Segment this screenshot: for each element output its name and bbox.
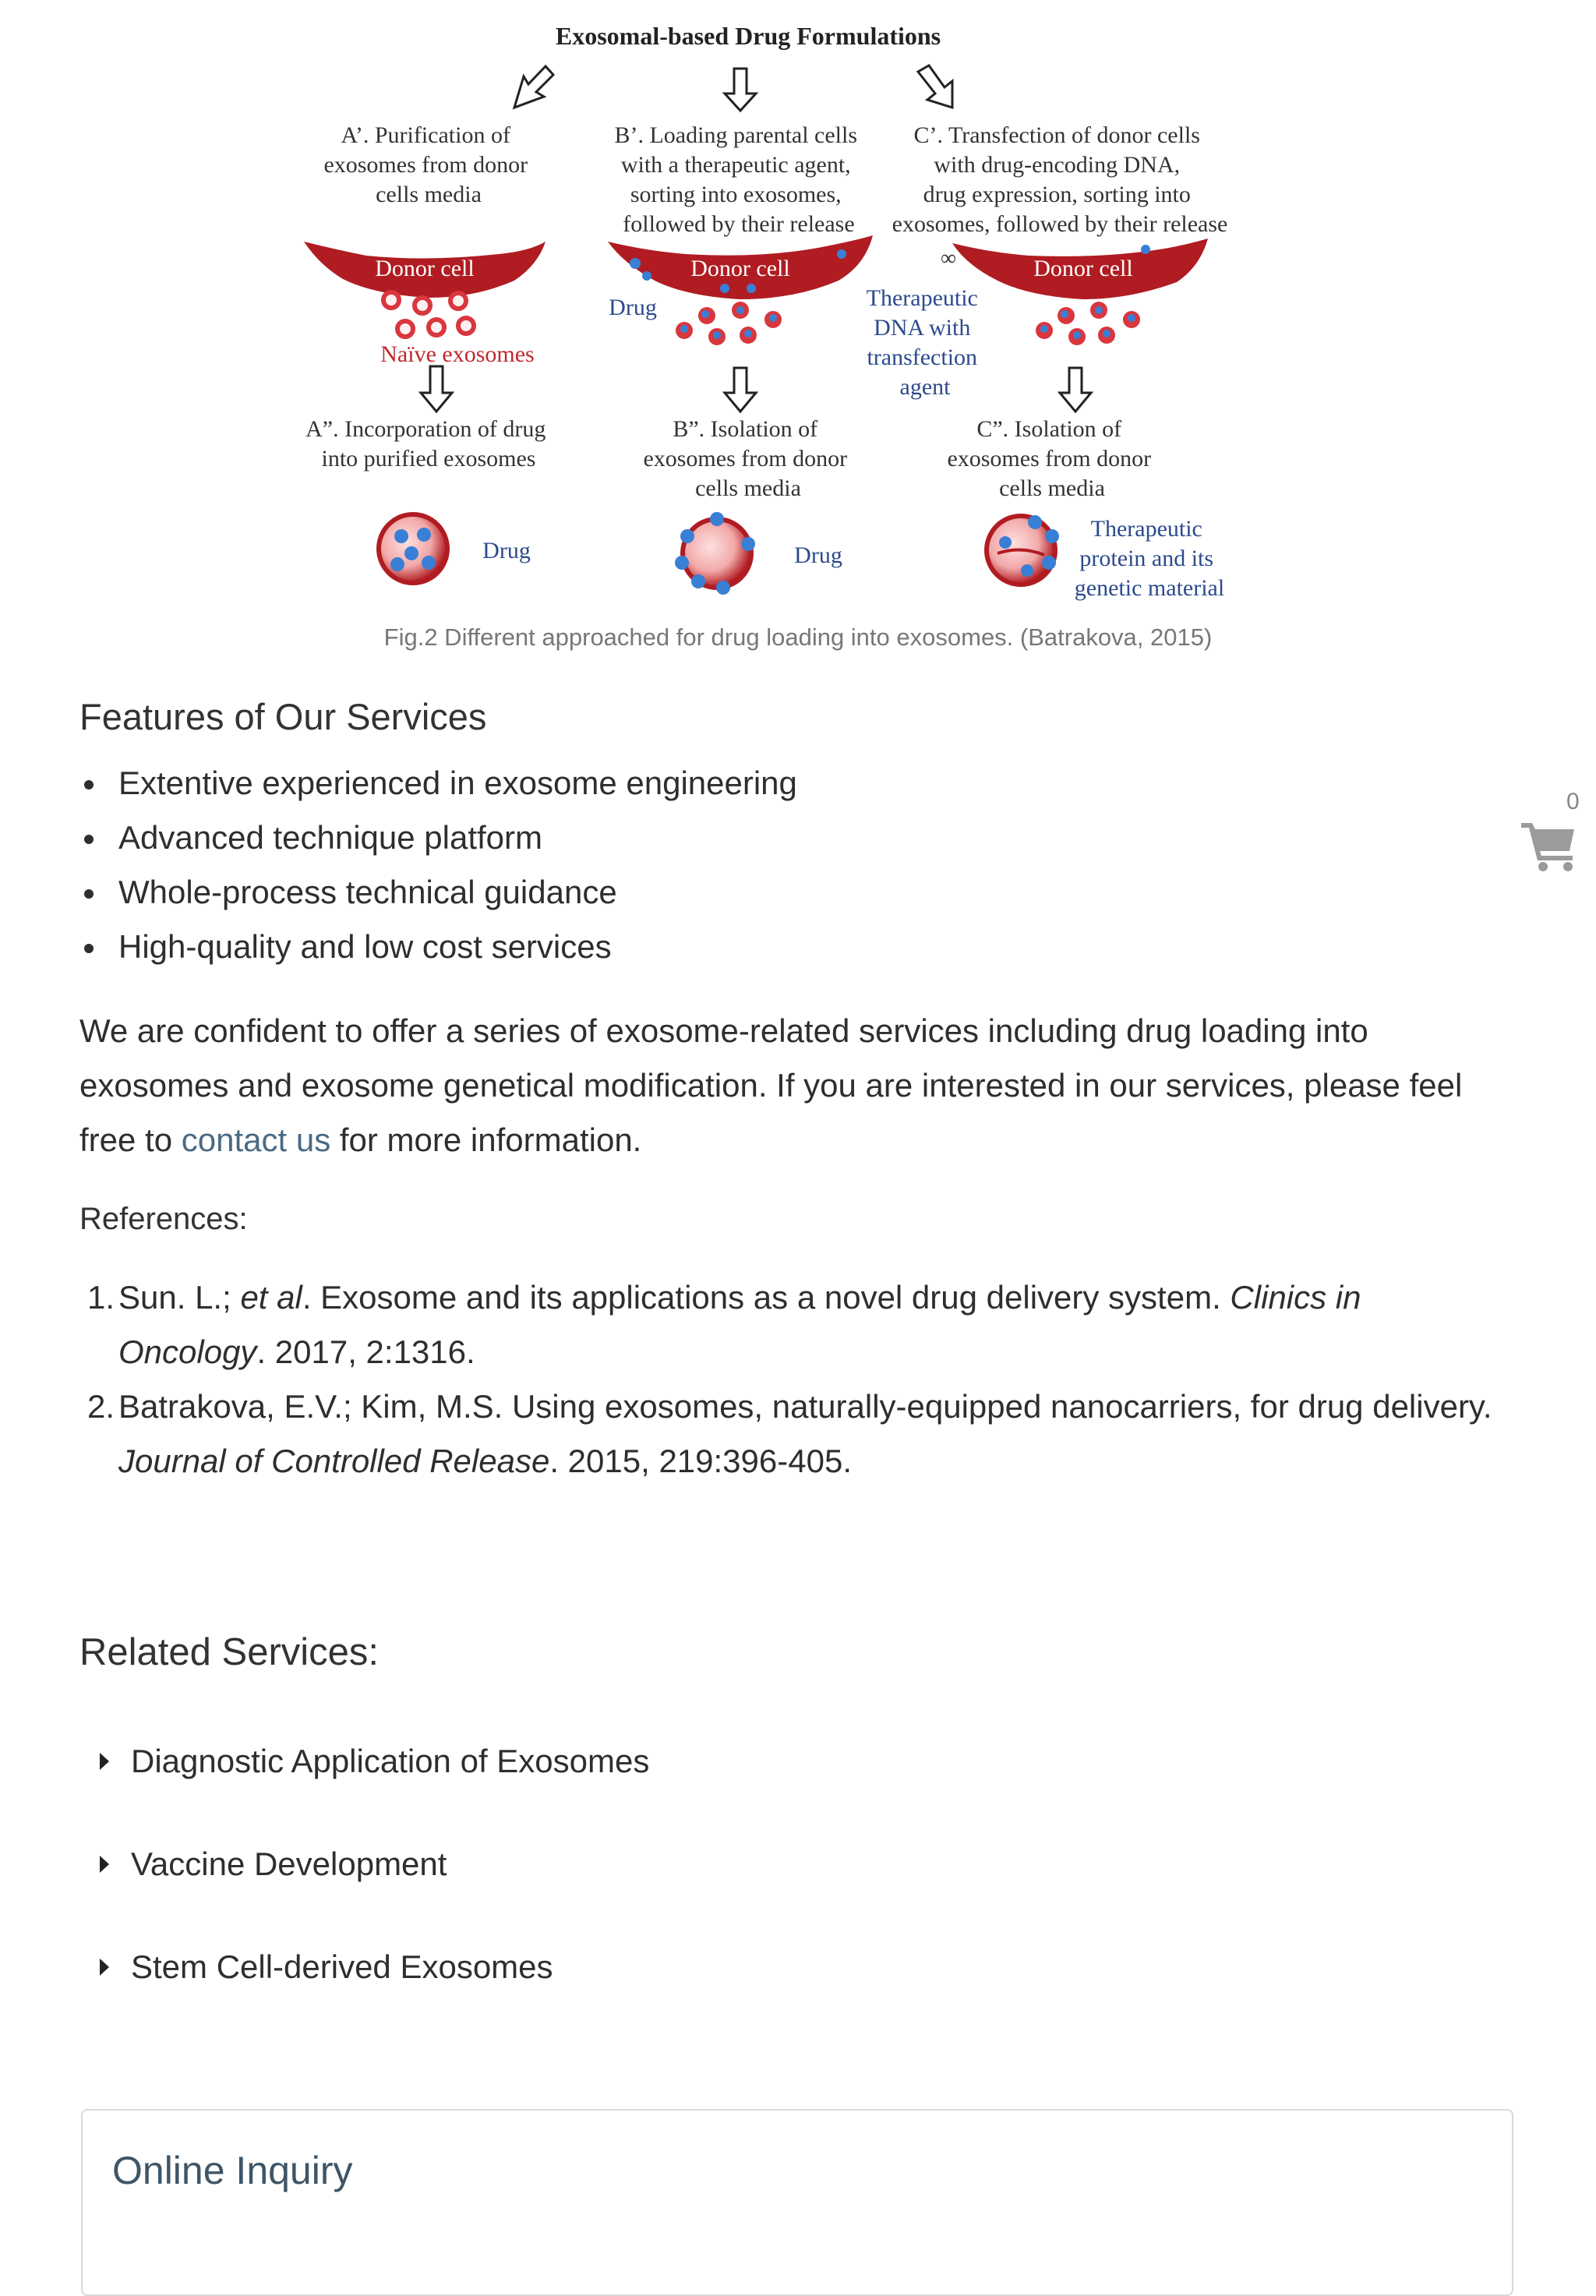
- a1-line: A’. Purification of: [341, 122, 510, 148]
- b1-line: with a therapeutic agent,: [620, 152, 851, 178]
- b2-line: cells media: [695, 475, 801, 501]
- therapeutic-protein-line: protein and its: [1079, 546, 1214, 571]
- b1-line: followed by their release: [623, 211, 855, 237]
- list-item: High-quality and low cost services: [79, 920, 797, 974]
- svg-text:Donor cell: Donor cell: [375, 256, 475, 281]
- references-list: [79, 1270, 1498, 1489]
- drug-label-a: Drug: [482, 538, 531, 563]
- intro-paragraph: [79, 1004, 1513, 1167]
- svg-text:C’. Transfection of donor cell: [892, 122, 1228, 237]
- a1-line: exosomes from donor: [323, 152, 528, 178]
- svg-text:Donor cell: Donor cell: [1033, 256, 1133, 281]
- loaded-exosomes-c: [1036, 302, 1140, 345]
- reference-item: 2. Batrakova, E.V.; Kim, M.S. Using exosomes, naturally-equipped nanocarriers, for drug delivery. Journal of Controlled Release. 2015, 219:396-405.: [87, 1388, 1492, 1479]
- cart-count: 0: [1566, 789, 1580, 814]
- caret-right-icon: [100, 1753, 109, 1770]
- b2-line: B”. Isolation of: [673, 416, 818, 442]
- exosome-figure: [281, 16, 1325, 623]
- svg-text:Therapeutic protein an: [1075, 516, 1224, 601]
- a2-line: A”. Incorporation of drug: [305, 416, 546, 442]
- related-service-link[interactable]: Diagnostic Application of Exosomes: [100, 1734, 649, 1789]
- therapeutic-dna-line: Therapeutic: [866, 285, 978, 311]
- naive-exosomes: [383, 292, 474, 337]
- caret-right-icon: [100, 1856, 109, 1873]
- arrow-down-right-icon: [918, 65, 952, 108]
- features-list: [79, 756, 797, 974]
- related-service-link[interactable]: Vaccine Development: [100, 1837, 447, 1892]
- figure-title: Exosomal-based Drug Formulations: [555, 22, 941, 50]
- b1-line: sorting into exosomes,: [630, 182, 842, 207]
- donor-cell-c: [952, 238, 1208, 299]
- therapeutic-protein-line: genetic material: [1074, 575, 1225, 601]
- exosome-with-protein-c: [987, 515, 1059, 585]
- references-heading: References:: [79, 1202, 248, 1236]
- contact-us-link[interactable]: contact us: [181, 1122, 331, 1158]
- a2-line: into purified exosomes: [321, 446, 536, 472]
- svg-text:A’. Purification of ex: [323, 122, 533, 207]
- list-item: Extentive experienced in exosome engineering: [79, 756, 797, 811]
- infinity-symbol: ∞: [941, 246, 956, 270]
- exosome-with-drug-a: [379, 514, 447, 583]
- exosome-with-drug-b: [675, 512, 755, 595]
- svg-text:Donor cell: Donor cell: [690, 256, 790, 281]
- donor-cell-b: [608, 235, 873, 299]
- c1-line: with drug-encoding DNA,: [934, 152, 1181, 178]
- online-inquiry-panel: [81, 2109, 1513, 2296]
- figure-caption: Fig.2 Different approached for drug loading into exosomes. (Batrakova, 2015): [383, 623, 1213, 651]
- c2-line: cells media: [999, 475, 1105, 501]
- c2-line: C”. Isolation of: [976, 416, 1122, 442]
- svg-text:B”. Isolation of exoso: [643, 416, 853, 501]
- svg-text:B’. Loading parental cells: [614, 122, 863, 237]
- svg-text:C”. Isolation of exoso: [947, 416, 1156, 501]
- arrow-down-left-icon: [514, 66, 553, 108]
- therapeutic-dna-line: transfection: [867, 344, 978, 370]
- therapeutic-protein-line: Therapeutic: [1090, 516, 1202, 542]
- related-service-link[interactable]: Stem Cell-derived Exosomes: [100, 1940, 553, 1994]
- features-heading: Features of Our Services: [79, 696, 487, 737]
- b1-line: B’. Loading parental cells: [614, 122, 858, 148]
- exosome-diagram: [281, 16, 1325, 623]
- c2-line: exosomes from donor: [947, 446, 1152, 472]
- c1-line: C’. Transfection of donor cells: [913, 122, 1200, 148]
- related-services-heading: Related Services:: [79, 1631, 380, 1673]
- svg-text:A”. Incorporation of drug: [305, 416, 552, 472]
- arrow-down-icon: [1060, 368, 1091, 412]
- list-item: Whole-process technical guidance: [79, 865, 797, 920]
- drug-label-b2: Drug: [794, 542, 842, 568]
- arrow-down-icon: [421, 366, 452, 412]
- donor-cell-a: [304, 242, 546, 298]
- inquiry-title: Online Inquiry: [112, 2149, 353, 2192]
- c1-line: exosomes, followed by their release: [892, 211, 1228, 237]
- loaded-exosomes-b: [676, 302, 782, 345]
- caret-right-icon: [100, 1959, 109, 1976]
- list-item: Advanced technique platform: [79, 811, 797, 865]
- a1-line: cells media: [376, 182, 482, 207]
- c1-line: drug expression, sorting into: [923, 182, 1191, 207]
- naive-exosomes-label: Naïve exosomes: [380, 341, 535, 367]
- therapeutic-dna-line: DNA with: [874, 315, 971, 341]
- therapeutic-dna-line: agent: [899, 374, 951, 400]
- arrow-down-icon: [725, 368, 756, 412]
- b2-line: exosomes from donor: [643, 446, 848, 472]
- arrow-down-icon: [725, 69, 756, 111]
- drug-label-b: Drug: [609, 295, 657, 320]
- shopping-cart-icon[interactable]: [1518, 779, 1588, 873]
- reference-item: 1. Sun. L.; et al. Exosome and its applications as a novel drug delivery system. Clinics in Oncology. 2017, 2:1316.: [87, 1279, 1361, 1370]
- intro-text: We are confident to offer a series of exosome-related services including drug loading into exosomes and exosome genetical modification. If you are interested in our services, please feel free to: [79, 1012, 1463, 1158]
- intro-text-end: for more information.: [330, 1122, 642, 1158]
- svg-text:Therapeutic DNA with: [867, 285, 984, 400]
